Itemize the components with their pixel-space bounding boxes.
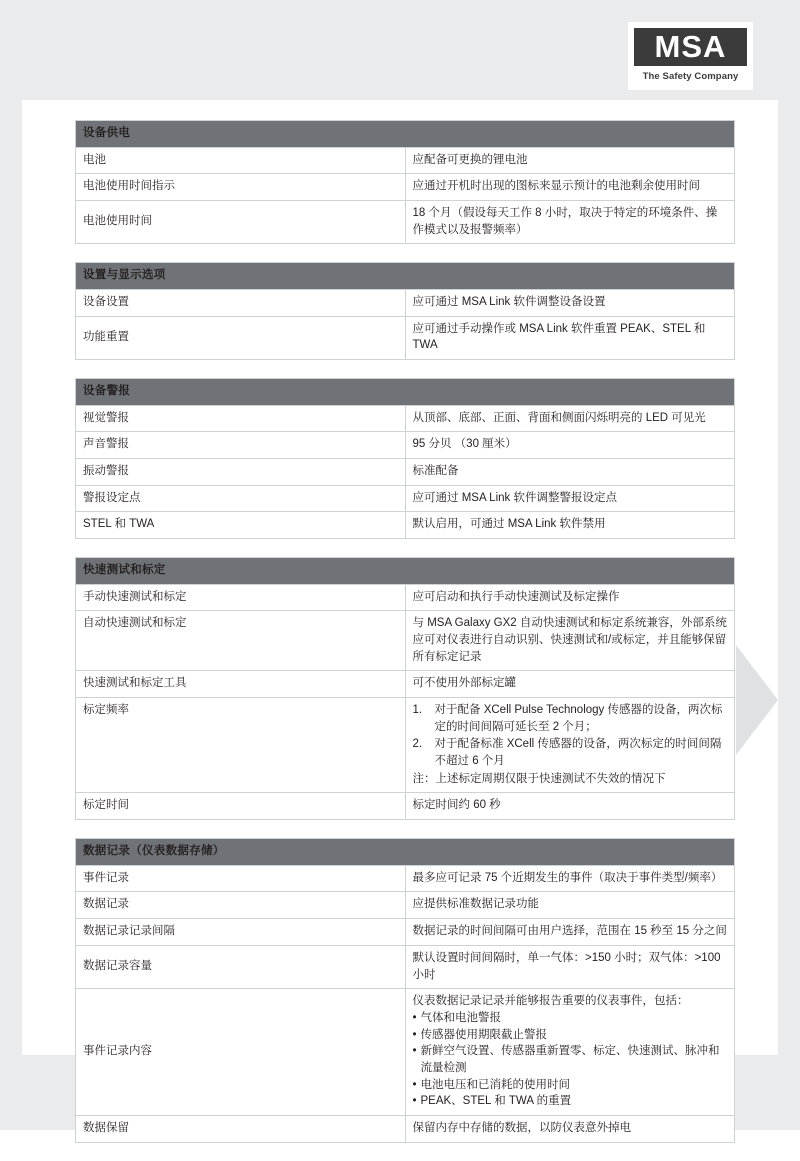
row-value xyxy=(405,698,735,793)
left-background-band xyxy=(0,0,22,1130)
list-item xyxy=(413,736,728,769)
calibration-frequency-list xyxy=(413,702,728,770)
table-row xyxy=(76,945,735,988)
table-row xyxy=(76,892,735,919)
table-row xyxy=(76,201,735,244)
table-row xyxy=(76,512,735,539)
table-row xyxy=(76,989,735,1116)
spec-table-power xyxy=(75,120,735,244)
table-row xyxy=(76,793,735,820)
row-label: 声音警报 xyxy=(76,432,406,459)
table-row xyxy=(76,485,735,512)
list-item: • 新鲜空气设置、传感器重新置零、标定、快速测试、脉冲和流量检测 xyxy=(413,1043,728,1076)
row-value: 18 个月（假设每天工作 8 小时，取决于特定的环境条件、操作模式以及报警频率） xyxy=(405,201,735,244)
row-label: 振动警报 xyxy=(76,459,406,486)
decorative-chevron xyxy=(736,645,778,755)
calibration-note: 注：上述标定周期仅限于快速测试不失效的情况下 xyxy=(412,772,666,785)
section-header xyxy=(76,121,735,148)
spec-table-datalogging xyxy=(75,838,735,1142)
row-value: 保留内存中存储的数据，以防仪表意外掉电 xyxy=(405,1115,735,1142)
list-text: 对于配备标准 XCell 传感器的设备，两次标定的时间间隔不超过 6 个月 xyxy=(434,738,722,768)
row-label: 警报设定点 xyxy=(76,485,406,512)
row-value: 与 MSA Galaxy GX2 自动快速测试和标定系统兼容，外部系统应可对仪表进行自动识别、快速测试和/或标定，并且能够保留所有标定记录 xyxy=(405,611,735,671)
list-item: • 气体和电池警报 xyxy=(413,1010,728,1027)
row-value: 应提供标准数据记录功能 xyxy=(405,892,735,919)
row-label: 视觉警报 xyxy=(76,405,406,432)
event-log-intro: 仪表数据记录记录并能够报告重要的仪表事件，包括： xyxy=(412,995,689,1008)
row-value: 从顶部、底部、正面、背面和侧面闪烁明亮的 LED 可见光 xyxy=(405,405,735,432)
spec-table-settings xyxy=(75,262,735,360)
row-label: 数据记录 xyxy=(76,892,406,919)
table-row xyxy=(76,459,735,486)
list-item: • 传感器使用期限截止警报 xyxy=(413,1027,728,1044)
row-label: STEL 和 TWA xyxy=(76,512,406,539)
row-value: 应可通过手动操作或 MSA Link 软件重置 PEAK、STEL 和 TWA xyxy=(405,316,735,359)
row-value: 应通过开机时出现的图标来显示预计的电池剩余使用时间 xyxy=(405,174,735,201)
table-row xyxy=(76,698,735,793)
row-value: 标定时间约 60 秒 xyxy=(405,793,735,820)
row-value: 默认启用，可通过 MSA Link 软件禁用 xyxy=(405,512,735,539)
table-row xyxy=(76,432,735,459)
logo-tagline: The Safety Company xyxy=(642,71,739,82)
row-label: 快速测试和标定工具 xyxy=(76,671,406,698)
row-value: 应可通过 MSA Link 软件调整设备设置 xyxy=(405,290,735,317)
table-row xyxy=(76,919,735,946)
row-value xyxy=(405,989,735,1116)
row-label: 标定频率 xyxy=(76,698,406,793)
row-label: 标定时间 xyxy=(76,793,406,820)
table-row xyxy=(76,671,735,698)
table-row xyxy=(76,147,735,174)
section-title: 快速测试和标定 xyxy=(76,558,735,585)
list-item: • PEAK、STEL 和 TWA 的重置 xyxy=(413,1093,728,1110)
section-title: 数据记录（仪表数据存储） xyxy=(76,839,735,866)
row-label: 事件记录内容 xyxy=(76,989,406,1116)
section-header xyxy=(76,839,735,866)
spec-table-alarms xyxy=(75,378,735,539)
section-header xyxy=(76,379,735,406)
table-row xyxy=(76,316,735,359)
row-value: 95 分贝 （30 厘米） xyxy=(405,432,735,459)
row-value: 最多应可记录 75 个近期发生的事件（取决于事件类型/频率） xyxy=(405,865,735,892)
list-number: 2. xyxy=(412,738,423,751)
section-header xyxy=(76,558,735,585)
table-row xyxy=(76,584,735,611)
list-item: • 电池电压和已消耗的使用时间 xyxy=(413,1077,728,1094)
row-value: 应配备可更换的锂电池 xyxy=(405,147,735,174)
table-row xyxy=(76,1115,735,1142)
row-value: 数据记录的时间间隔可由用户选择，范围在 15 秒至 15 分之间 xyxy=(405,919,735,946)
list-item xyxy=(413,702,728,735)
table-row xyxy=(76,865,735,892)
row-value: 应可启动和执行手动快速测试及标定操作 xyxy=(405,584,735,611)
row-value: 默认设置时间间隔时，单一气体：>150 小时；双气体：>100 小时 xyxy=(405,945,735,988)
row-label: 电池 xyxy=(76,147,406,174)
row-label: 自动快速测试和标定 xyxy=(76,611,406,671)
list-text: 对于配备 XCell Pulse Technology 传感器的设备，两次标定的时间间隔可延长至 2 个月； xyxy=(434,704,723,733)
table-row xyxy=(76,405,735,432)
logo-wordmark: MSA xyxy=(634,28,747,66)
section-title: 设备警报 xyxy=(76,379,735,406)
row-label: 电池使用时间 xyxy=(76,201,406,244)
right-background-band xyxy=(778,0,800,1130)
table-row xyxy=(76,611,735,671)
row-label: 数据保留 xyxy=(76,1115,406,1142)
list-number: 1. xyxy=(412,704,423,717)
section-header xyxy=(76,263,735,290)
row-label: 数据记录容量 xyxy=(76,945,406,988)
section-title: 设置与显示选项 xyxy=(76,263,735,290)
row-label: 手动快速测试和标定 xyxy=(76,584,406,611)
event-log-bullets xyxy=(413,1010,728,1110)
spec-table-bumptest xyxy=(75,557,735,820)
row-value: 应可通过 MSA Link 软件调整警报设定点 xyxy=(405,485,735,512)
section-title: 设备供电 xyxy=(76,121,735,148)
row-label: 电池使用时间指示 xyxy=(76,174,406,201)
row-label: 设备设置 xyxy=(76,290,406,317)
table-row xyxy=(76,174,735,201)
row-label: 功能重置 xyxy=(76,316,406,359)
spec-tables xyxy=(75,120,735,1161)
table-row xyxy=(76,290,735,317)
row-value: 可不使用外部标定罐 xyxy=(405,671,735,698)
msa-logo xyxy=(628,22,753,90)
row-label: 事件记录 xyxy=(76,865,406,892)
row-value: 标准配备 xyxy=(405,459,735,486)
row-label: 数据记录记录间隔 xyxy=(76,919,406,946)
